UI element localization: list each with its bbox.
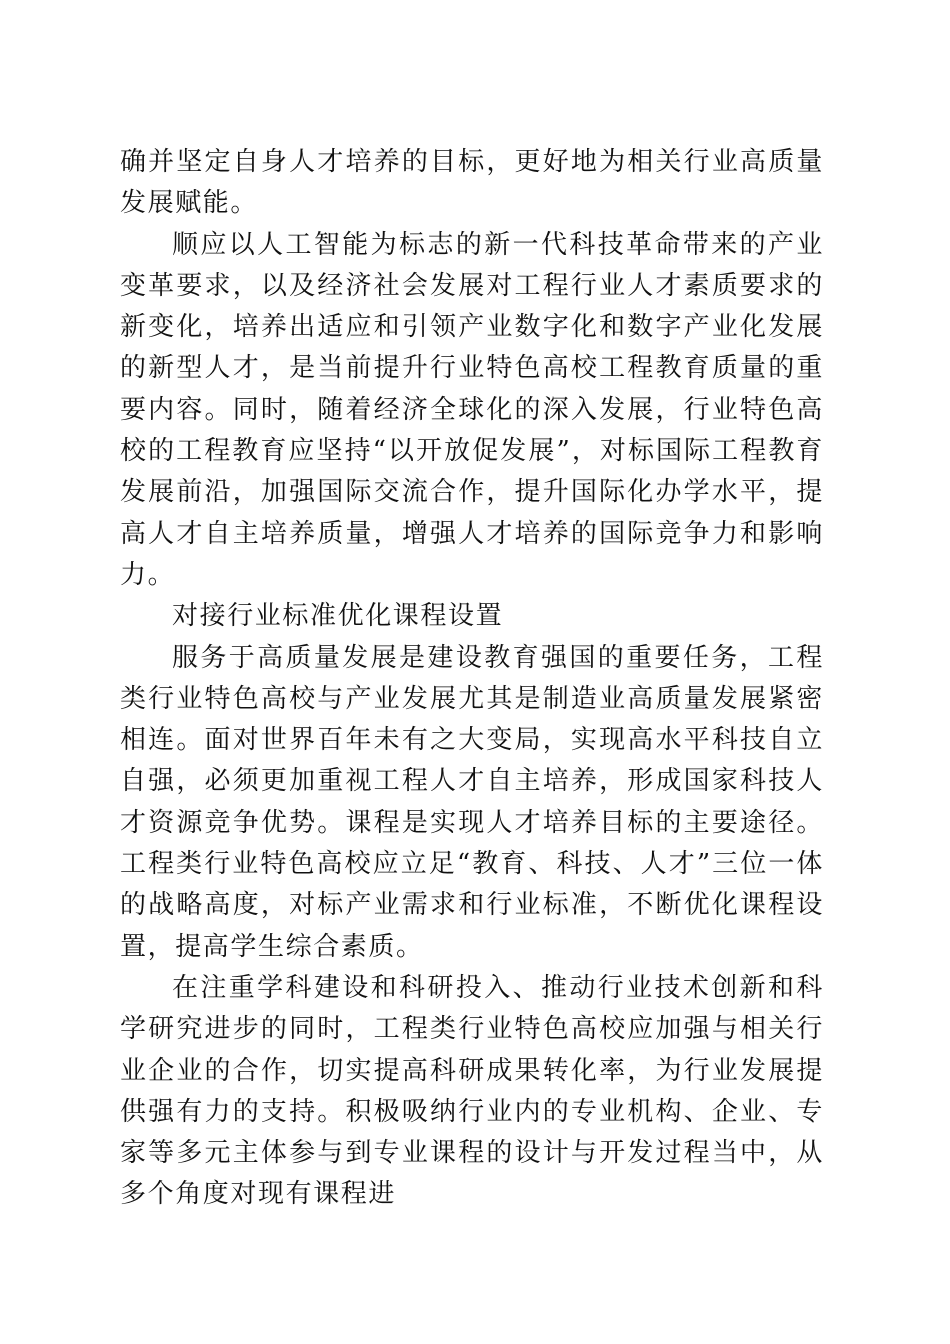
paragraph-continuation: 确并坚定自身人才培养的目标，更好地为相关行业高质量发展赋能。 (120, 147, 824, 219)
article-body (120, 142, 824, 1216)
paragraph-industry-cooperation: 在注重学科建设和科研投入、推动行业技术创新和科学研究进步的同时，工程类行业特色高校应加强与相关行业企业的合作，切实提高科研成果转化率，为行业发展提供强有力的支持。积极吸纳行业内的专业机构、企业、专家等多元主体参与到专业课程的设计与开发过程当中，从多个角度对现有课程进 (120, 972, 824, 1210)
section-heading: 对接行业标准优化课程设置 (172, 601, 504, 632)
paragraph-high-quality-development: 服务于高质量发展是建设教育强国的重要任务，工程类行业特色高校与产业发展尤其是制造业高质量发展紧密相连。面对世界百年未有之大变局，实现高水平科技自立自强，必须更加重视工程人才自主培养，形成国家科技人才资源竞争优势。课程是实现人才培养目标的主要途径。工程类行业特色高校应立足“教育、科技、人才”三位一体的战略高度，对标产业需求和行业标准，不断优化课程设置，提高学生综合素质。 (120, 642, 824, 962)
paragraph-industrial-change: 顺应以人工智能为标志的新一代科技革命带来的产业变革要求，以及经济社会发展对工程行业人才素质要求的新变化，培养出适应和引领产业数字化和数字产业化发展的新型人才，是当前提升行业特色高校工程教育质量的重要内容。同时，随着经济全球化的深入发展，行业特色高校的工程教育应坚持“以开放促发展”，对标国际工程教育发展前沿，加强国际交流合作，提升国际化办学水平，提高人才自主培养质量，增强人才培养的国际竞争力和影响力。 (120, 229, 824, 590)
